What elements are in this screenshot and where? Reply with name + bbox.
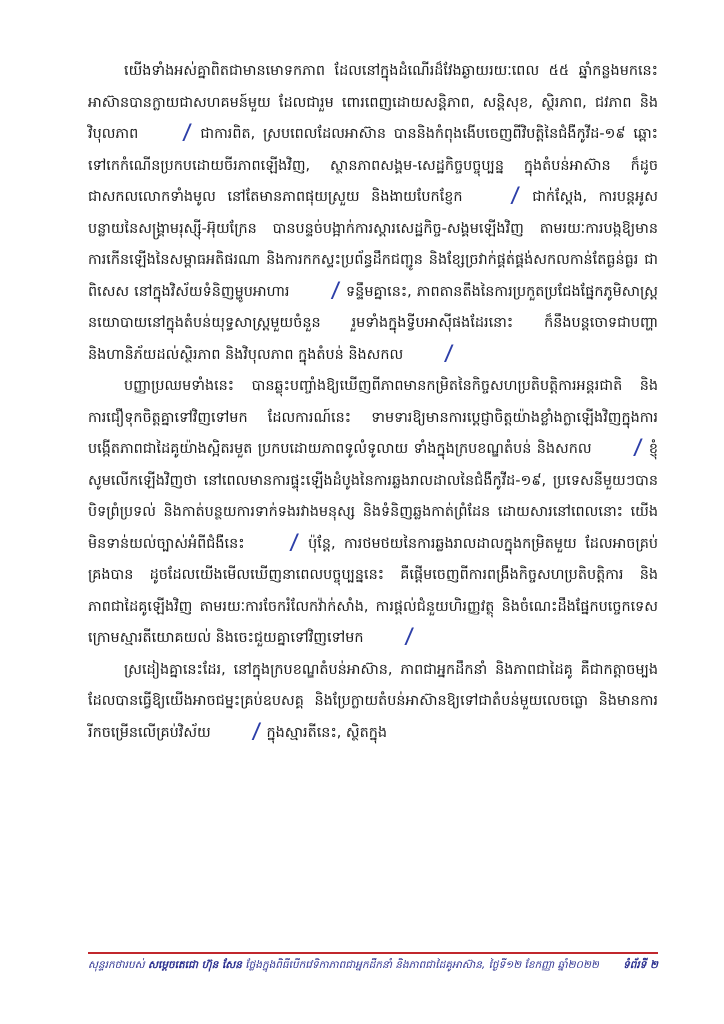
paragraph-3-sentence-1: ស្រដៀងគ្នានេះដែរ, នៅក្នុងក្របខណ្ឌតំបន់អាស៊ាន, ភាពជាអ្នកដឹកនាំ និងភាពជាដៃគូ គឺជាកត្តាចម្បង ដែលបានធ្វើឱ្យយើងអាចជម្នះគ្រប់ឧបសគ្គ និងប្រែក្លាយតំបន់អាស៊ានឱ្យទៅជាតំបន់មួយលេចធ្លោ និងមានការរីកចម្រើនលើគ្រប់វិស័យ xyxy=(88,661,658,741)
paragraph-2-sentence-1: បញ្ញាប្រឈមទាំងនេះ បានឆ្លុះបញ្ចាំងឱ្យឃើញពីភាពមានកម្រិតនៃកិច្ចសហប្រតិបត្តិការអន្តរជាតិ និងការជឿទុកចិត្តគ្នាទៅវិញទៅមក ដែលការណ៍នេះ ទាមទារឱ្យមានការប្តេជ្ញាចិត្តយ៉ាងខ្លាំងក្លាឡើងវិញក្នុងការបង្កើតភាពជាដៃគូយ៉ាងស្អិតរមួត ប្រកបដោយភាពទូលំទូលាយ ទាំងក្នុងក្របខណ្ឌតំបន់ និងសកល xyxy=(88,378,658,457)
paragraph-1-sentence-4: ទន្ទឹមគ្នានេះ, ភាពតានតឹងនៃការប្រកួតប្រជែងផ្នែកភូមិសាស្ត្រនយោបាយនៅក្នុងតំបន់យុទ្ធសាស្ត្រមួយចំនួន រួមទាំងក្នុងទ្វីបអាស៊ីផងដែរនោះ ក៏នឹងបន្តចោទជាបញ្ហា និងហានិភ័យដល់ស្ថិរភាព និងវិបុលភាព ក្នុងតំបន់ និងសកល xyxy=(88,283,658,363)
paragraph-2-sentence-3: ប៉ុន្តែ, ការថមថយនៃការឆ្លងរាលដាលក្នុងកម្រិតមួយ ដែលអាចគ្រប់គ្រងបាន ដូចដែលយើងមើលឃើញនាពេលបច្ចុប្បន្ននេះ គឺផ្តើមចេញពីការពង្រឹងកិច្ចសហប្រតិបត្តិការ និងភាពជាដៃគូឡើងវិញ តាមរយៈការចែករំលែកវ៉ាក់សាំង, ការផ្តល់ជំនួយហិរញ្ញវត្ថុ និងចំណេះដឹងផ្នែកបច្ចេកទេស ក្រោមស្មារតីយោគយល់ និងចេះជួយគ្នាទៅវិញទៅមក xyxy=(88,535,658,646)
paragraph-3 xyxy=(88,655,658,750)
footer-speaker: សម្តេចតេជោ ហ៊ុន សែន xyxy=(148,959,242,971)
pen-mark: / xyxy=(406,623,413,649)
paragraph-2 xyxy=(88,371,658,655)
footer-caption-prefix: សុន្ទរកថារបស់ xyxy=(88,959,148,971)
pen-mark: / xyxy=(184,119,191,145)
pen-mark: / xyxy=(445,340,453,366)
page-footer xyxy=(88,958,658,972)
page-number: ទំព័រទី ២ xyxy=(623,959,658,971)
paragraph-1-sentence-2: ជាការពិត, ស្របពេលដែលអាស៊ាន បាននិងកំពុងងើបចេញពីវិបត្តិនៃជំងឺកូវីដ-១៩ ឆ្ពោះទៅកេកំណើនប្រកបដោយចីរភាពឡើងវិញ, ស្ថានភាពសង្គម-សេដ្ឋកិច្ចបច្ចុប្បន្ន ក្នុងតំបន់អាស៊ាន ក៏ដូចជាសកលលោកទាំងមូល នៅតែមានភាពផុយស្រួយ និងងាយបែកខ្ញែក xyxy=(88,126,658,205)
pen-mark: / xyxy=(512,182,519,208)
paragraph-1-sentence-3: ជាក់ស្តែង, ការបន្តអូសបន្លាយនៃសង្គ្រាមរុស្ស៊ី-អ៊ុយក្រែន បានបន្ទច់បង្អាក់ការស្តារសេដ្ឋកិច្ច-សង្គមឡើងវិញ តាមរយៈការបង្កឱ្យមានការកើនឡើងនៃសម្ពាធអតិផរណា និងការកកស្ទះប្រព័ន្ធដឹកជញ្ជូន និងខ្សែច្រវាក់ផ្គត់ផ្គង់សកលកាន់តែធ្ងន់ធ្ងរ ជាពិសេស នៅក្នុងវិស័យទំនិញម្ហូបអាហារ xyxy=(88,189,658,300)
footer-divider xyxy=(88,952,658,954)
paragraph-2-sentence-2: ខ្ញុំសូមលើកឡើងវិញថា នៅពេលមានការផ្ទុះឡើងដំបូងនៃការឆ្លងរាលដាលនៃជំងឺកូវីដ-១៩, ប្រទេសនីមួយៗបានបិទព្រំប្រទល់ និងកាត់បន្ថយការទាក់ទងរវាងមនុស្ស និងទំនិញឆ្លងកាត់ព្រំដែន ដោយសារនៅពេលនោះ យើងមិនទាន់យល់ច្បាស់អំពីជំងឺនេះ xyxy=(88,441,658,552)
paragraph-1 xyxy=(88,56,658,371)
pen-mark: / xyxy=(634,434,642,460)
footer-caption xyxy=(88,958,599,972)
pen-mark: / xyxy=(253,718,260,744)
pen-mark: / xyxy=(291,529,298,555)
footer-caption-rest: ថ្លែងក្នុងពិធីបើកវេទិកាភាពជាអ្នកដឹកនាំ និងភាពជាដៃគូអាស៊ាន, ថ្ងៃទី១២ ខែកញ្ញា ឆ្នាំ២០២២ xyxy=(241,959,599,971)
paragraph-1-sentence-1: យើងទាំងអស់គ្នាពិតជាមានមោទកភាព ដែលនៅក្នុងដំណើរដ៏វែងឆ្ងាយរយៈពេល ៥៥ ឆ្នាំកន្លងមកនេះ អាស៊ានបានក្លាយជាសហគមន៍មួយ ដែលជារួម ពោរពេញដោយសន្តិភាព, សន្តិសុខ, ស្ថិរភាព, ជវភាព និងវិបុលភាព xyxy=(88,63,658,142)
pen-mark: / xyxy=(332,277,340,303)
paragraph-3-sentence-2: ក្នុងស្មារតីនេះ, ស្ថិតក្នុង xyxy=(266,724,388,741)
body-text xyxy=(88,56,658,749)
